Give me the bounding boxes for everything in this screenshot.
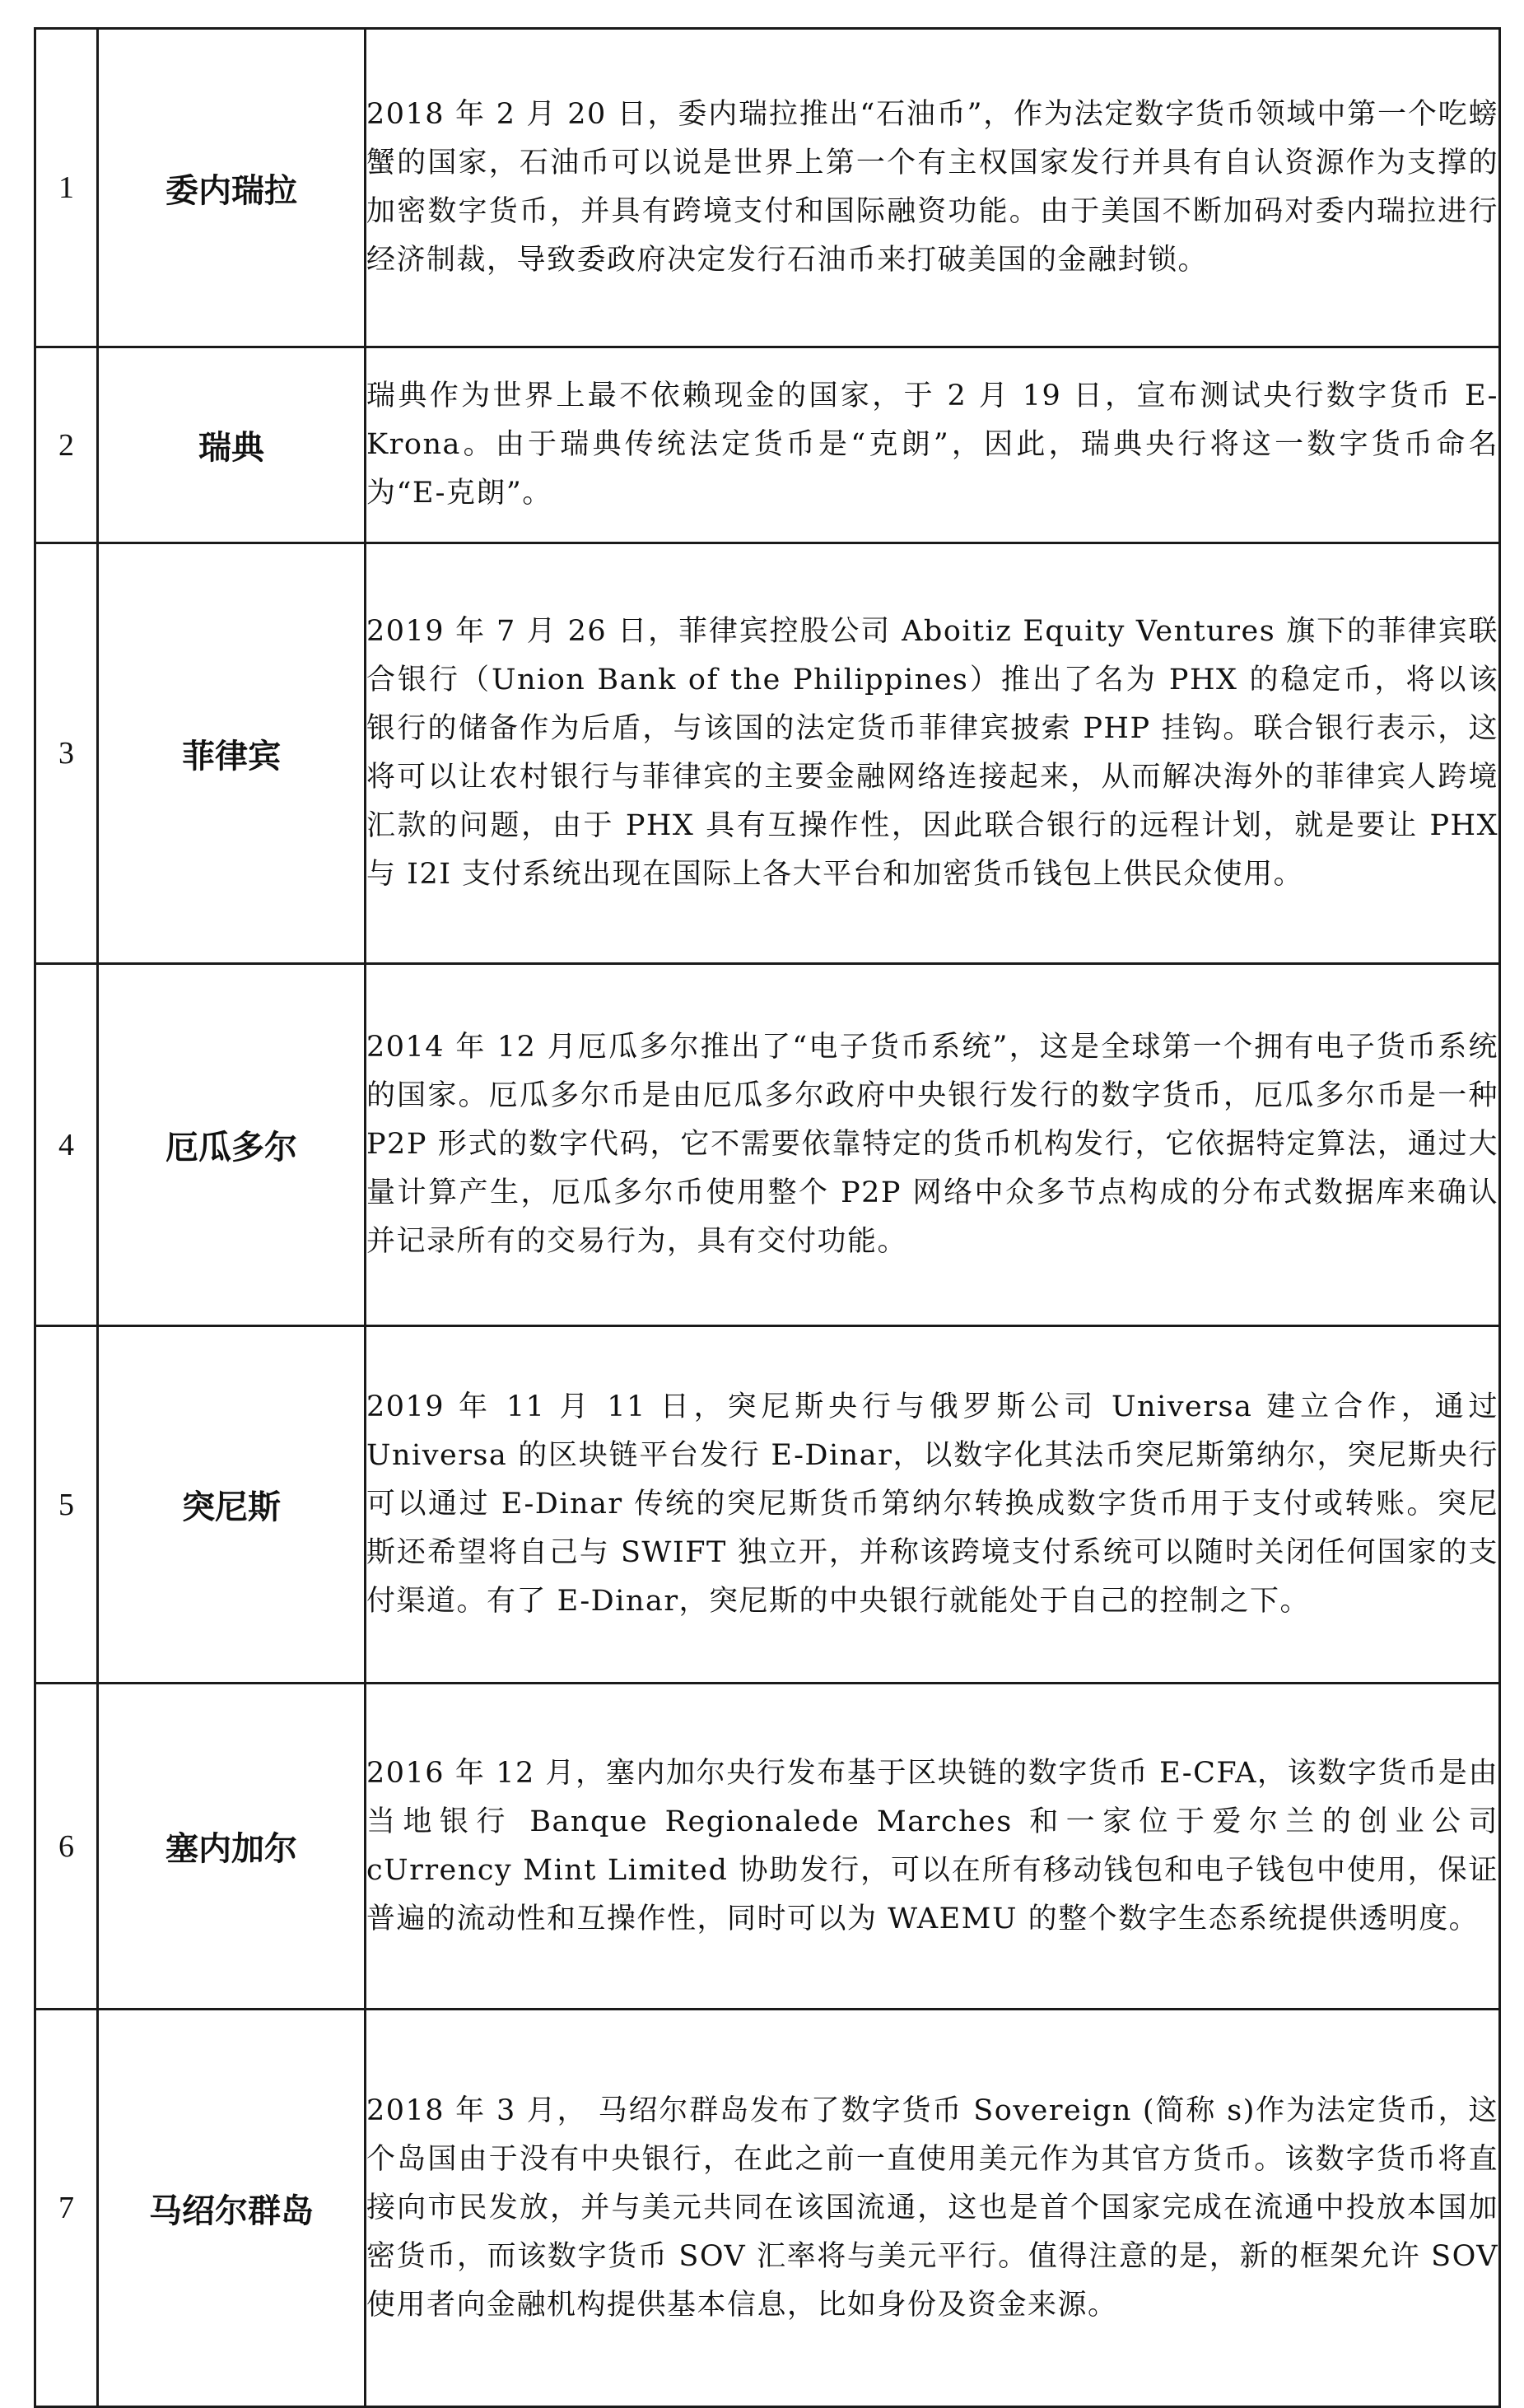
row-number: 4 <box>35 964 98 1326</box>
country-name: 瑞典 <box>98 347 366 543</box>
row-number: 6 <box>35 1684 98 2010</box>
table-row <box>35 964 1500 1326</box>
row-number: 2 <box>35 347 98 543</box>
table-row <box>35 29 1500 347</box>
table-row <box>35 2010 1500 2407</box>
cbdc-countries-table <box>34 27 1501 2408</box>
country-name: 菲律宾 <box>98 543 366 964</box>
row-description: 2016 年 12 月，塞内加尔央行发布基于区块链的数字货币 E-CFA，该数字货币是由当地银行 Banque Regionalede Marches 和一家位于爱尔兰的创业公司 cUrrency Mint Limited 协助发行，可以在所有移动钱包和电子钱包中使用，保证普遍的流动性和互操作性，同时可以为 WAEMU 的整个数字生态系统提供透明度。 <box>366 1684 1500 2010</box>
row-number: 1 <box>35 29 98 347</box>
country-name: 委内瑞拉 <box>98 29 366 347</box>
country-name: 厄瓜多尔 <box>98 964 366 1326</box>
row-description: 2019 年 11 月 11 日，突尼斯央行与俄罗斯公司 Universa 建立合作，通过 Universa 的区块链平台发行 E-Dinar，以数字化其法币突尼斯第纳尔，突尼斯央行可以通过 E-Dinar 传统的突尼斯货币第纳尔转换成数字货币用于支付或转账。突尼斯还希望将自己与 SWIFT 独立开，并称该跨境支付系统可以随时关闭任何国家的支付渠道。有了 E-Dinar，突尼斯的中央银行就能处于自己的控制之下。 <box>366 1326 1500 1684</box>
row-description: 2014 年 12 月厄瓜多尔推出了“电子货币系统”，这是全球第一个拥有电子货币系统的国家。厄瓜多尔币是由厄瓜多尔政府中央银行发行的数字货币，厄瓜多尔币是一种 P2P 形式的数字代码，它不需要依靠特定的货币机构发行，它依据特定算法，通过大量计算产生，厄瓜多尔币使用整个 P2P 网络中众多节点构成的分布式数据库来确认并记录所有的交易行为，具有交付功能。 <box>366 964 1500 1326</box>
row-number: 5 <box>35 1326 98 1684</box>
row-number: 7 <box>35 2010 98 2407</box>
table-row <box>35 1326 1500 1684</box>
row-description: 2019 年 7 月 26 日，菲律宾控股公司 Aboitiz Equity Ventures 旗下的菲律宾联合银行（Union Bank of the Philippines）推出了名为 PHX 的稳定币，将以该银行的储备作为后盾，与该国的法定货币菲律宾披索 PHP 挂钩。联合银行表示，这将可以让农村银行与菲律宾的主要金融网络连接起来，从而解决海外的菲律宾人跨境汇款的问题，由于 PHX 具有互操作性，因此联合银行的远程计划，就是要让 PHX 与 I2I 支付系统出现在国际上各大平台和加密货币钱包上供民众使用。 <box>366 543 1500 964</box>
country-name: 马绍尔群岛 <box>98 2010 366 2407</box>
table-row <box>35 1684 1500 2010</box>
table-row <box>35 543 1500 964</box>
row-description: 瑞典作为世界上最不依赖现金的国家，于 2 月 19 日，宣布测试央行数字货币 E-Krona。由于瑞典传统法定货币是“克朗”，因此，瑞典央行将这一数字货币命名为“E-克朗”。 <box>366 347 1500 543</box>
row-description: 2018 年 2 月 20 日，委内瑞拉推出“石油币”，作为法定数字货币领域中第一个吃螃蟹的国家，石油币可以说是世界上第一个有主权国家发行并具有自认资源作为支撑的加密数字货币，并具有跨境支付和国际融资功能。由于美国不断加码对委内瑞拉进行经济制裁，导致委政府决定发行石油币来打破美国的金融封锁。 <box>366 29 1500 347</box>
country-name: 突尼斯 <box>98 1326 366 1684</box>
row-description: 2018 年 3 月， 马绍尔群岛发布了数字货币 Sovereign (简称 s)作为法定货币，这个岛国由于没有中央银行，在此之前一直使用美元作为其官方货币。该数字货币将直接向市民发放，并与美元共同在该国流通，这也是首个国家完成在流通中投放本国加密货币，而该数字货币 SOV 汇率将与美元平行。值得注意的是，新的框架允许 SOV 使用者向金融机构提供基本信息，比如身份及资金来源。 <box>366 2010 1500 2407</box>
row-number: 3 <box>35 543 98 964</box>
country-name: 塞内加尔 <box>98 1684 366 2010</box>
table-row <box>35 347 1500 543</box>
